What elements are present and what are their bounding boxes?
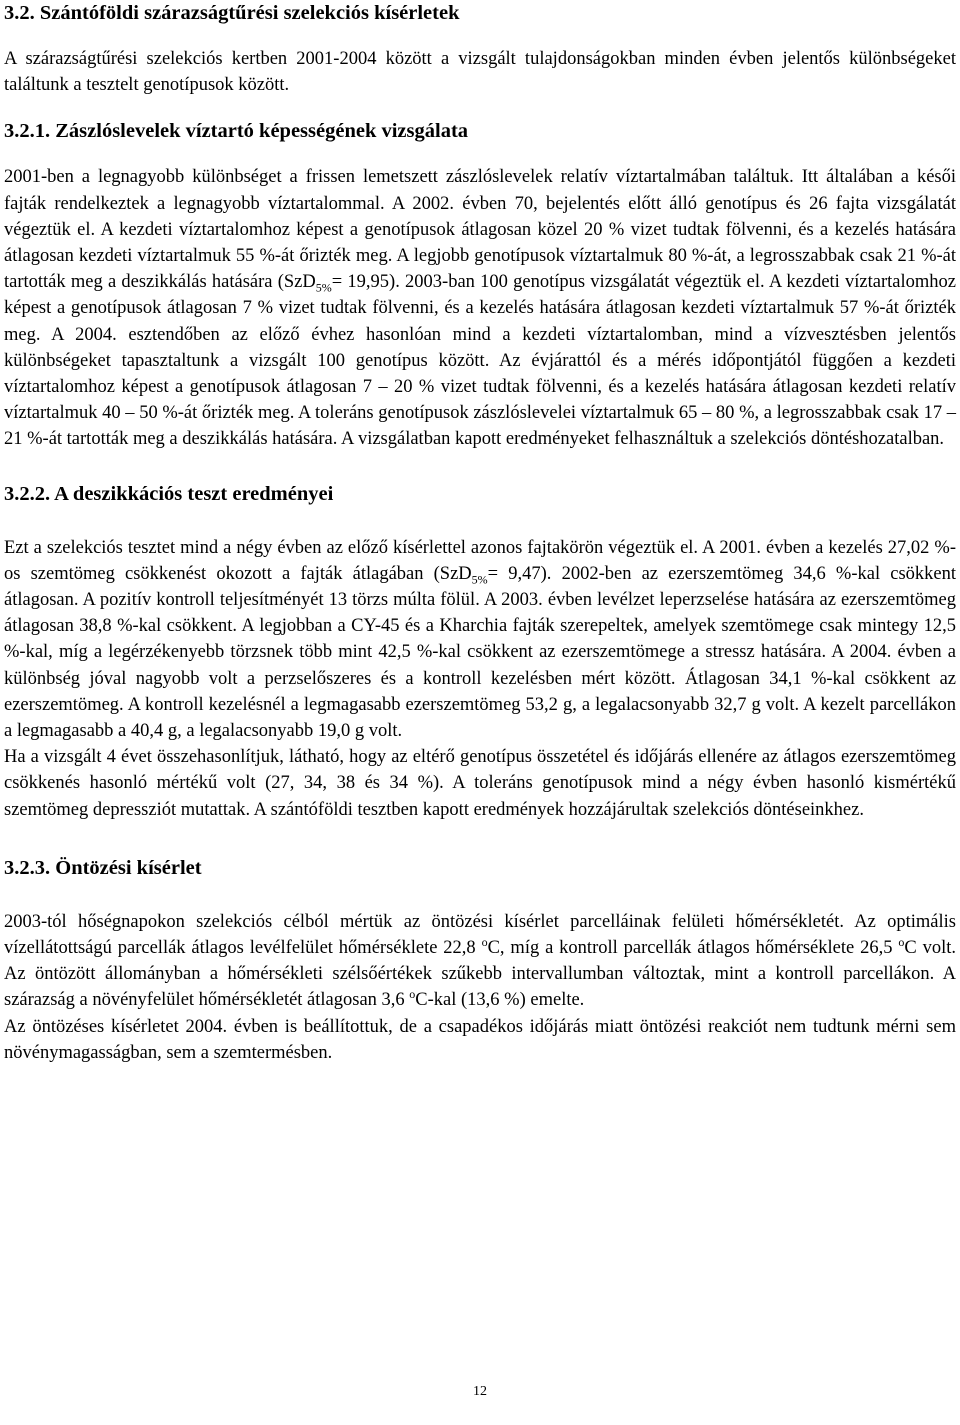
subsection-title-3-2-3: 3.2.3. Öntözési kísérlet: [4, 856, 202, 879]
text-run: = 19,95). 2003-ban 100 genotípus vizsgálatát végeztük el. A kezdeti víztartalomhoz képest a genotípusok átlagosan 7 % vizet tudtak fölvenni, és a kezelés hatására átlagosan kezdeti víztartalmuk 57 %-át őrizték meg. A 2004. esztendőben az előző évhez hasonlóan mind a kezdeti víztartalomban, mind a vízvesztésben jelentős különbségeket tapasztaltunk a vizsgált 100 genotípus között. Az évjárattól és a mérés időpontjától függően a kezdeti víztartalomhoz képest a genotípusok átlagosan 7 – 20 % vizet tudtak fölvenni, és a kezelés hatására átlagosan kezdeti relatív víztartalmuk 40 – 50 %-át őrizték meg. A toleráns genotípusok zászlóslevelei víztartalmuk 65 – 80 %, a legrosszabbak csak 17 – 21 %-át tartották meg a deszikkálás hatására. A vizsgálatban kapott eredményeket felhasználtuk a szelekciós döntéshozatalban.: [4, 272, 956, 450]
subsection-3-2-1-paragraph: [4, 164, 956, 452]
spacer: [4, 453, 956, 481]
spacer: [4, 823, 956, 855]
text-run: C volt. Az öntözött állományban a hőmérsékleti szélsőértékek szűkebb intervallumban változtak, mint a kontroll parcellákon. A szárazság a növényfelület hőmérsékletét átlagosan 3,6: [4, 938, 956, 1011]
subsection-3-2-2-paragraph-2: Ha a vizsgált 4 évet összehasonlítjuk, látható, hogy az eltérő genotípus összetétel és időjárás ellenére az átlagos ezerszemtömeg csökkenés hasonló mértékű volt (27, 34, 38 és 34 %). A toleráns genotípusok mind a négy évben hasonló kismértékű szemtömeg depressziót mutattak. A szántóföldi tesztben kapott eredmények hozzájárultak szelekciós döntéseinkhez.: [4, 747, 956, 820]
text-run: C-kal (13,6 %) emelte.: [415, 990, 585, 1011]
text-run: C, míg a kontroll parcellák átlagos hőmérséklete 26,5: [487, 938, 899, 959]
text-run: 2001-ben a legnagyobb különbséget a frissen lemetszett zászlóslevelek relatív víztartalmában találtuk. Itt általában a késői fajták rendelkeztek a legnagyobb víztartalommal. A 2002. évben 70, bejelentés előtt álló genotípus és 26 fajta vizsgálatát végeztük el. A kezdeti víztartalomhoz képest a genotípusok átlagosan közel 20 % vizet tudtak fölvenni, és a kezelés hatására átlagosan kezdeti víztartalmuk 55 %-át őrizték meg. A legjobb genotípusok víztartalmuk 80 %-át, a legrosszabbak csak 21 %-át tartották meg a deszikkálás hatására (SzD: [4, 167, 956, 293]
spacer: [4, 881, 956, 909]
section-intro-paragraph: A szárazságtűrési szelekciós kertben 2001-2004 között a vizsgált tulajdonságokban minden évben jelentős különbségeket találtunk a tesztelt genotípusok között.: [4, 49, 956, 96]
section-title: 3.2. Szántóföldi szárazságtűrési szelekciós kísérletek: [4, 2, 460, 24]
superscript: o: [481, 934, 488, 949]
text-run: Ezt a szelekciós tesztet mind a négy évben az előző kísérlettel azonos fajtakörön végeztük el. A 2001. évben a kezelés 27,02 %-os szemtömeg csökkenést okozott a fajták átlagában (SzD: [4, 537, 956, 584]
text-run: 2003-tól hőségnapokon szelekciós célból mértük az öntözési kísérlet parcelláinak felületi hőmérsékletét. Az optimális vízellátottságú parcellák átlagos levélfelület hőmérséklete 22,8: [4, 911, 956, 959]
spacer: [4, 98, 956, 118]
spacer: [4, 507, 956, 535]
page-number: 12: [473, 1384, 487, 1399]
subscript: 5%: [471, 572, 488, 587]
document-page: [4, 0, 956, 1066]
subsection-title-3-2-1: 3.2.1. Zászlóslevelek víztartó képességének vizsgálata: [4, 120, 469, 143]
spacer: [4, 26, 956, 46]
spacer: [4, 144, 956, 164]
subscript: 5%: [315, 280, 332, 295]
superscript: o: [898, 934, 905, 949]
subsection-3-2-3-paragraph-1: [4, 909, 956, 1014]
superscript: o: [409, 987, 416, 1002]
subsection-3-2-3-paragraph-2: Az öntözéses kísérletet 2004. évben is beállítottuk, de a csapadékos időjárás miatt öntözési reakciót nem tudtunk mérni sem növénymagasságban, sem a szemtermésben.: [4, 1016, 956, 1063]
subsection-3-2-2-paragraph-1: [4, 535, 956, 745]
text-run: = 9,47). 2002-ben az ezerszemtömeg 34,6 %-kal csökkent átlagosan. A pozitív kontroll teljesítményét 13 törzs múlta fölül. A 2003. évben levélzet leperzselése hatására az ezerszemtömeg átlagosan 38,8 %-kal csökkent. A legjobban a CY-45 és a Kharchia fajták szerepeltek, amelyek szemtömege csak mintegy 12,5 %-kal, míg a legérzékenyebb törzsnek több mint 42,5 %-kal csökkent az ezerszemtömege a stressz hatására. A 2004. évben a különbség jóval nagyobb volt a perzselőszeres és a kontroll kezelésben mért között. Átlagosan 34,1 %-kal csökkent az ezerszemtömeg. A kontroll kezelésnél a legmagasabb ezerszemtömeg 53,2 g, a legalacsonyabb 32,7 g volt. A kezelt parcellákon a legmagasabb a 40,4 g, a legalacsonyabb 19,0 g volt.: [4, 563, 956, 742]
subsection-title-3-2-2: 3.2.2. A deszikkációs teszt eredményei: [4, 482, 334, 505]
